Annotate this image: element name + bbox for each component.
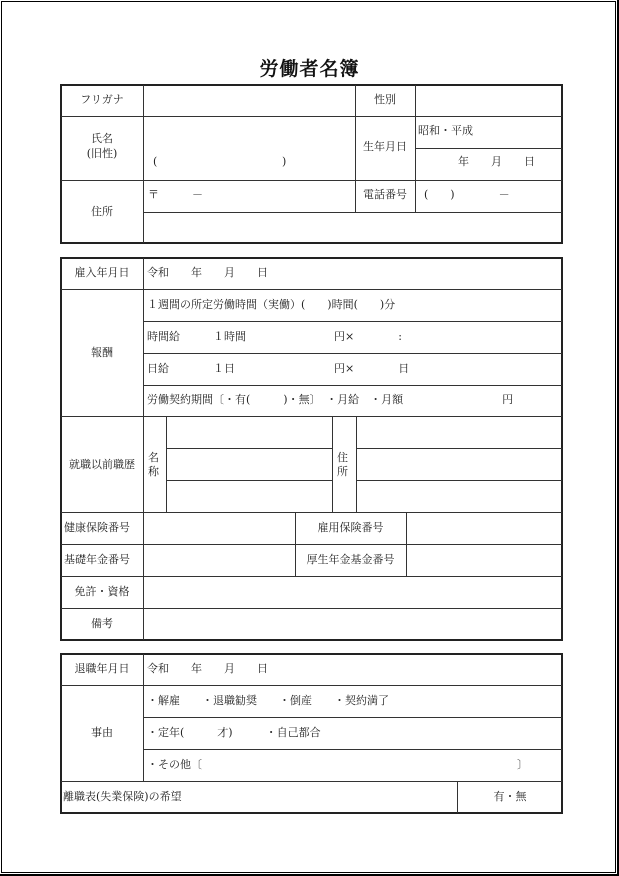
phone-label: 電話番号 <box>363 188 407 201</box>
address-field[interactable] <box>145 214 561 242</box>
form-title: 労働者名簿 <box>259 58 360 80</box>
reason-options-row-2[interactable]: ・定年( 才) ・自己都合 <box>147 726 321 739</box>
hourly-wage-row[interactable]: 時間給 １時間 円× : <box>147 330 402 343</box>
furigana-label: フリガナ <box>80 93 124 106</box>
former-name-label: (旧性) <box>86 147 118 160</box>
separation-notice-choice[interactable]: 有・無 <box>493 790 527 803</box>
name-field[interactable] <box>145 118 353 179</box>
remarks-field[interactable] <box>145 610 561 639</box>
basic-pension-field[interactable] <box>145 546 293 575</box>
weekly-hours-row[interactable]: １週間の所定労働時間（実働）( )時間( )分 <box>147 298 396 311</box>
pension-fund-field[interactable] <box>408 546 561 575</box>
basic-pension-label: 基礎年金番号 <box>64 553 130 566</box>
prior-company-address-label: 住 所 <box>337 451 348 478</box>
wage-label: 報酬 <box>91 346 113 359</box>
retire-date-label: 退職年月日 <box>74 662 130 675</box>
prior-job-label: 就職以前職歴 <box>69 458 135 471</box>
former-name-paren-close: ) <box>282 155 287 168</box>
health-insurance-field[interactable] <box>145 514 293 543</box>
phone-field[interactable]: ( ) － <box>424 188 510 201</box>
contract-period-row[interactable]: 労働契約期間〔・有( )・無〕 ・月給 ・月額 円 <box>147 393 514 406</box>
hire-date-label: 雇入年月日 <box>74 266 130 279</box>
employment-insurance-field[interactable] <box>408 514 561 543</box>
pension-fund-label: 厚生年金基金番号 <box>306 553 395 566</box>
retire-date-field[interactable]: 令和 年 月 日 <box>147 662 268 675</box>
reason-options-row-3[interactable]: ・その他〔 <box>147 758 202 771</box>
birthdate-label: 生年月日 <box>363 140 407 153</box>
former-name-paren-open: ( <box>153 155 158 168</box>
postal-code-field[interactable]: 〒 － <box>148 188 203 201</box>
name-label: 氏名 <box>91 132 113 145</box>
remarks-label: 備考 <box>91 617 113 630</box>
gender-field[interactable] <box>417 86 561 115</box>
birthdate-date[interactable]: 年 月 日 <box>458 155 535 168</box>
reason-options-row-1[interactable]: ・解雇 ・退職勧奨 ・倒産 ・契約満了 <box>147 694 389 707</box>
prior-company-name-label: 名 称 <box>148 451 159 478</box>
address-label: 住所 <box>91 205 113 218</box>
gender-label: 性別 <box>374 93 396 106</box>
prior-company-address-field[interactable] <box>358 418 561 511</box>
birthdate-era[interactable]: 昭和・平成 <box>418 124 473 137</box>
furigana-field[interactable] <box>145 86 353 115</box>
employment-insurance-label: 雇用保険番号 <box>317 521 384 534</box>
reason-label: 事由 <box>91 726 113 739</box>
separation-notice-label: 離職表(失業保険)の希望 <box>63 790 182 803</box>
hire-date-field[interactable]: 令和 年 月 日 <box>147 266 268 279</box>
license-label: 免許・資格 <box>74 585 130 598</box>
daily-wage-row[interactable]: 日給 １日 円× 日 <box>147 362 410 375</box>
license-field[interactable] <box>145 578 561 607</box>
prior-company-name-field[interactable] <box>168 418 330 511</box>
health-insurance-label: 健康保険番号 <box>64 521 130 534</box>
reason-other-close: 〕 <box>517 758 528 771</box>
